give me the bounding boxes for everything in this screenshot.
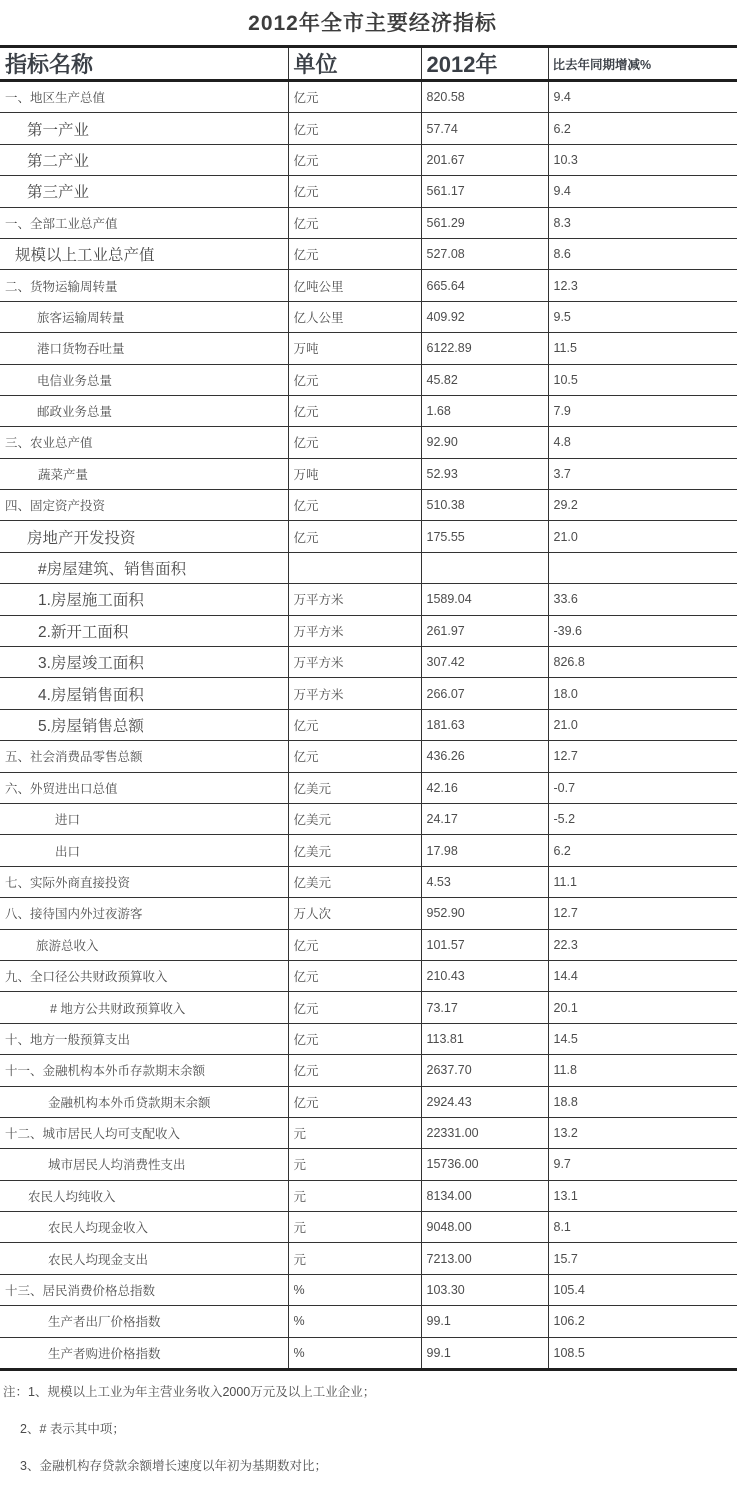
- indicator-unit: 亿人公里: [288, 301, 421, 332]
- indicator-growth: 9.4: [548, 176, 737, 207]
- note-line-3: 3、金融机构存贷款余额增长速度以年初为基期数对比；: [20, 1459, 327, 1474]
- column-header-year: 2012年: [421, 47, 548, 81]
- indicator-unit: 亿元: [288, 113, 421, 144]
- indicator-name: #房屋建筑、销售面积: [0, 552, 288, 583]
- table-row: [0, 960, 737, 991]
- indicator-name: 出口: [0, 835, 288, 866]
- indicator-name: 旅客运输周转量: [0, 301, 288, 332]
- indicator-name: 第一产业: [0, 113, 288, 144]
- note-line-1: 注：1、规模以上工业为年主营业务收入2000万元及以上工业企业；: [3, 1385, 376, 1400]
- indicator-name: 一、地区生产总值: [0, 81, 288, 113]
- indicators-table: [0, 45, 737, 1371]
- indicator-growth: 21.0: [548, 521, 737, 552]
- table-row: [0, 1055, 737, 1086]
- indicator-value: 820.58: [421, 81, 548, 113]
- table-row: [0, 898, 737, 929]
- indicator-name: 第二产业: [0, 144, 288, 175]
- table-row: [0, 207, 737, 238]
- indicator-name: 电信业务总量: [0, 364, 288, 395]
- indicator-value: 510.38: [421, 490, 548, 521]
- indicator-name: 规模以上工业总产值: [0, 238, 288, 269]
- table-row: [0, 552, 737, 583]
- indicator-name: 房地产开发投资: [0, 521, 288, 552]
- indicator-growth: 826.8: [548, 647, 737, 678]
- table-row: [0, 490, 737, 521]
- column-header-growth: 比去年同期增减%: [548, 47, 737, 81]
- indicator-name: 四、固定资产投资: [0, 490, 288, 521]
- table-body: [0, 81, 737, 1370]
- indicator-growth: 13.2: [548, 1117, 737, 1148]
- indicator-unit: 亿吨公里: [288, 270, 421, 301]
- indicator-value: 9048.00: [421, 1212, 548, 1243]
- table-row: [0, 458, 737, 489]
- indicator-value: 527.08: [421, 238, 548, 269]
- indicator-name: 1.房屋施工面积: [0, 584, 288, 615]
- indicator-unit: [288, 552, 421, 583]
- indicator-value: 7213.00: [421, 1243, 548, 1274]
- indicator-value: 73.17: [421, 992, 548, 1023]
- indicator-growth: -39.6: [548, 615, 737, 646]
- indicator-unit: %: [288, 1337, 421, 1369]
- indicator-unit: 亿元: [288, 490, 421, 521]
- indicator-name: 六、外贸进出口总值: [0, 772, 288, 803]
- indicator-growth: 105.4: [548, 1274, 737, 1305]
- indicator-value: 175.55: [421, 521, 548, 552]
- indicator-name: 一、全部工业总产值: [0, 207, 288, 238]
- indicator-value: 2637.70: [421, 1055, 548, 1086]
- indicator-growth: 106.2: [548, 1306, 737, 1337]
- indicator-growth: -0.7: [548, 772, 737, 803]
- indicator-unit: 亿元: [288, 176, 421, 207]
- indicator-name: 2.新开工面积: [0, 615, 288, 646]
- indicator-value: [421, 552, 548, 583]
- indicator-name: 农民人均现金支出: [0, 1243, 288, 1274]
- indicator-unit: 万平方米: [288, 615, 421, 646]
- indicator-unit: 亿元: [288, 1023, 421, 1054]
- indicator-value: 57.74: [421, 113, 548, 144]
- table-row: [0, 395, 737, 426]
- indicator-value: 113.81: [421, 1023, 548, 1054]
- indicator-unit: 亿元: [288, 709, 421, 740]
- column-header-indicator: 指标名称: [0, 47, 288, 81]
- indicator-value: 8134.00: [421, 1180, 548, 1211]
- indicator-unit: 亿美元: [288, 835, 421, 866]
- indicator-growth: 10.5: [548, 364, 737, 395]
- indicator-value: 52.93: [421, 458, 548, 489]
- table-row: [0, 929, 737, 960]
- indicator-value: 665.64: [421, 270, 548, 301]
- indicator-value: 1589.04: [421, 584, 548, 615]
- indicator-unit: 亿美元: [288, 803, 421, 834]
- indicator-value: 261.97: [421, 615, 548, 646]
- indicator-growth: 11.1: [548, 866, 737, 897]
- indicator-value: 92.90: [421, 427, 548, 458]
- table-row: [0, 301, 737, 332]
- indicator-unit: 万人次: [288, 898, 421, 929]
- indicator-name: 3.房屋竣工面积: [0, 647, 288, 678]
- table-row: [0, 1117, 737, 1148]
- indicator-name: 金融机构本外币贷款期末余额: [0, 1086, 288, 1117]
- indicator-growth: 7.9: [548, 395, 737, 426]
- table-row: [0, 1243, 737, 1274]
- table-row: [0, 1180, 737, 1211]
- indicator-name: 4.房屋销售面积: [0, 678, 288, 709]
- indicator-growth: 6.2: [548, 835, 737, 866]
- indicator-name: 十二、城市居民人均可支配收入: [0, 1117, 288, 1148]
- indicator-unit: 元: [288, 1212, 421, 1243]
- table-row: [0, 1274, 737, 1305]
- indicator-growth: -5.2: [548, 803, 737, 834]
- table-row: [0, 1023, 737, 1054]
- indicator-growth: 18.8: [548, 1086, 737, 1117]
- indicator-value: 6122.89: [421, 333, 548, 364]
- indicator-value: 22331.00: [421, 1117, 548, 1148]
- indicator-unit: 亿美元: [288, 866, 421, 897]
- indicator-value: 952.90: [421, 898, 548, 929]
- indicator-name: 生产者出厂价格指数: [0, 1306, 288, 1337]
- indicator-value: 17.98: [421, 835, 548, 866]
- indicator-name: 港口货物吞吐量: [0, 333, 288, 364]
- indicator-unit: 元: [288, 1243, 421, 1274]
- indicator-unit: %: [288, 1274, 421, 1305]
- indicator-value: 307.42: [421, 647, 548, 678]
- indicator-name: 5.房屋销售总额: [0, 709, 288, 740]
- indicator-unit: 亿元: [288, 741, 421, 772]
- table-header-row: [0, 47, 737, 81]
- indicator-name: 第三产业: [0, 176, 288, 207]
- indicator-name: 农民人均现金收入: [0, 1212, 288, 1243]
- table-row: [0, 866, 737, 897]
- table-row: [0, 1149, 737, 1180]
- indicator-growth: 3.7: [548, 458, 737, 489]
- indicator-value: 99.1: [421, 1306, 548, 1337]
- indicator-growth: 14.5: [548, 1023, 737, 1054]
- indicator-name: 十、地方一般预算支出: [0, 1023, 288, 1054]
- page-title: 2012年全市主要经济指标: [248, 12, 497, 35]
- indicator-name: 二、货物运输周转量: [0, 270, 288, 301]
- table-row: [0, 992, 737, 1023]
- table-row: [0, 113, 737, 144]
- indicator-value: 45.82: [421, 364, 548, 395]
- indicator-growth: 33.6: [548, 584, 737, 615]
- indicator-unit: 万平方米: [288, 678, 421, 709]
- indicator-growth: 9.4: [548, 81, 737, 113]
- indicator-unit: 万吨: [288, 458, 421, 489]
- indicator-value: 99.1: [421, 1337, 548, 1369]
- indicator-growth: 8.3: [548, 207, 737, 238]
- indicator-unit: 亿元: [288, 427, 421, 458]
- indicator-growth: 13.1: [548, 1180, 737, 1211]
- indicator-value: 436.26: [421, 741, 548, 772]
- indicator-unit: 万平方米: [288, 584, 421, 615]
- table-row: [0, 803, 737, 834]
- indicator-unit: 亿元: [288, 1055, 421, 1086]
- table-row: [0, 584, 737, 615]
- indicator-name: 生产者购进价格指数: [0, 1337, 288, 1369]
- indicator-name: 十一、金融机构本外币存款期末余额: [0, 1055, 288, 1086]
- indicator-name: 八、接待国内外过夜游客: [0, 898, 288, 929]
- indicator-value: 210.43: [421, 960, 548, 991]
- table-row: [0, 678, 737, 709]
- indicator-name: 进口: [0, 803, 288, 834]
- indicator-growth: 12.7: [548, 898, 737, 929]
- indicator-growth: 6.2: [548, 113, 737, 144]
- table-row: [0, 615, 737, 646]
- indicator-unit: 亿元: [288, 992, 421, 1023]
- indicator-unit: 元: [288, 1117, 421, 1148]
- table-row: [0, 176, 737, 207]
- table-row: [0, 521, 737, 552]
- indicator-value: 409.92: [421, 301, 548, 332]
- indicator-name: 旅游总收入: [0, 929, 288, 960]
- table-row: [0, 1086, 737, 1117]
- note-line-2: 2、# 表示其中项；: [20, 1422, 125, 1437]
- table-row: [0, 81, 737, 113]
- indicator-name: 七、实际外商直接投资: [0, 866, 288, 897]
- table-row: [0, 835, 737, 866]
- indicator-growth: 20.1: [548, 992, 737, 1023]
- indicator-value: 181.63: [421, 709, 548, 740]
- indicator-growth: 12.3: [548, 270, 737, 301]
- indicator-growth: 11.8: [548, 1055, 737, 1086]
- indicator-unit: 亿元: [288, 521, 421, 552]
- indicator-value: 2924.43: [421, 1086, 548, 1117]
- indicator-value: 24.17: [421, 803, 548, 834]
- indicator-unit: 亿元: [288, 395, 421, 426]
- indicator-unit: 亿美元: [288, 772, 421, 803]
- table-row: [0, 333, 737, 364]
- indicator-name: 三、农业总产值: [0, 427, 288, 458]
- indicator-value: 201.67: [421, 144, 548, 175]
- indicator-unit: 亿元: [288, 960, 421, 991]
- indicator-unit: 元: [288, 1180, 421, 1211]
- indicator-value: 15736.00: [421, 1149, 548, 1180]
- indicator-unit: 亿元: [288, 238, 421, 269]
- table-row: [0, 647, 737, 678]
- indicator-value: 561.17: [421, 176, 548, 207]
- indicator-growth: 8.1: [548, 1212, 737, 1243]
- indicator-unit: 元: [288, 1149, 421, 1180]
- indicator-growth: 108.5: [548, 1337, 737, 1369]
- indicator-unit: %: [288, 1306, 421, 1337]
- indicator-growth: 18.0: [548, 678, 737, 709]
- table-row: [0, 144, 737, 175]
- table-row: [0, 1212, 737, 1243]
- indicator-unit: 万平方米: [288, 647, 421, 678]
- indicator-growth: 15.7: [548, 1243, 737, 1274]
- indicator-growth: 14.4: [548, 960, 737, 991]
- indicator-growth: 22.3: [548, 929, 737, 960]
- indicator-unit: 亿元: [288, 929, 421, 960]
- indicator-unit: 亿元: [288, 81, 421, 113]
- indicator-name: 城市居民人均消费性支出: [0, 1149, 288, 1180]
- indicator-growth: [548, 552, 737, 583]
- table-row: [0, 709, 737, 740]
- table-row: [0, 427, 737, 458]
- indicator-growth: 11.5: [548, 333, 737, 364]
- indicator-value: 266.07: [421, 678, 548, 709]
- indicator-name: # 地方公共财政预算收入: [0, 992, 288, 1023]
- indicator-value: 103.30: [421, 1274, 548, 1305]
- indicator-name: 九、全口径公共财政预算收入: [0, 960, 288, 991]
- notes-section: [0, 1371, 745, 1474]
- table-row: [0, 364, 737, 395]
- indicator-unit: 亿元: [288, 207, 421, 238]
- indicator-name: 农民人均纯收入: [0, 1180, 288, 1211]
- indicator-value: 4.53: [421, 866, 548, 897]
- table-row: [0, 772, 737, 803]
- indicator-unit: 亿元: [288, 144, 421, 175]
- indicator-name: 蔬菜产量: [0, 458, 288, 489]
- table-row: [0, 270, 737, 301]
- indicator-growth: 8.6: [548, 238, 737, 269]
- indicator-growth: 10.3: [548, 144, 737, 175]
- indicator-name: 五、社会消费品零售总额: [0, 741, 288, 772]
- indicator-value: 101.57: [421, 929, 548, 960]
- indicator-unit: 万吨: [288, 333, 421, 364]
- indicator-unit: 亿元: [288, 364, 421, 395]
- indicator-value: 42.16: [421, 772, 548, 803]
- column-header-unit: 单位: [288, 47, 421, 81]
- table-row: [0, 238, 737, 269]
- indicator-name: 十三、居民消费价格总指数: [0, 1274, 288, 1305]
- indicator-growth: 4.8: [548, 427, 737, 458]
- indicator-growth: 21.0: [548, 709, 737, 740]
- table-row: [0, 741, 737, 772]
- indicator-value: 1.68: [421, 395, 548, 426]
- indicator-growth: 9.7: [548, 1149, 737, 1180]
- table-row: [0, 1337, 737, 1369]
- indicator-growth: 9.5: [548, 301, 737, 332]
- indicator-growth: 29.2: [548, 490, 737, 521]
- indicator-growth: 12.7: [548, 741, 737, 772]
- table-row: [0, 1306, 737, 1337]
- indicator-unit: 亿元: [288, 1086, 421, 1117]
- indicator-name: 邮政业务总量: [0, 395, 288, 426]
- indicator-value: 561.29: [421, 207, 548, 238]
